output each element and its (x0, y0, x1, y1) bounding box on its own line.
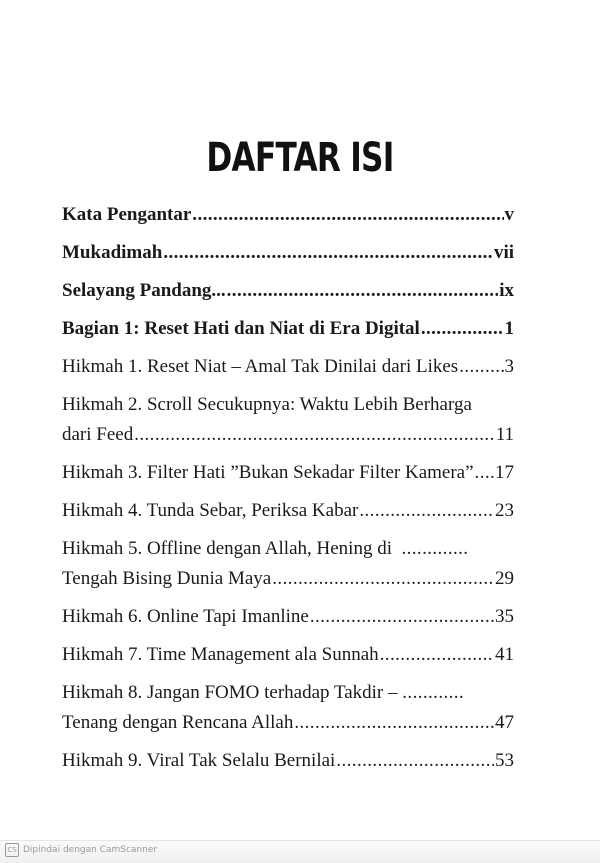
toc-entry-label: Mukadimah (62, 242, 163, 263)
dot-leader (421, 317, 504, 341)
dot-leader (134, 423, 494, 447)
toc-entry-page: 17 (495, 462, 514, 483)
dot-leader (459, 355, 503, 379)
toc-entry-hikmah-9[interactable] (62, 749, 514, 773)
toc-entry-page: 41 (495, 644, 514, 665)
toc-entry-hikmah-6[interactable] (62, 605, 514, 629)
toc-entry-label: Hikmah 9. Viral Tak Selalu Bernilai (62, 750, 336, 771)
toc-entry-label: Bagian 1: Reset Hati dan Niat di Era Digital (62, 318, 420, 339)
toc-entry-label-line1: Hikmah 2. Scroll Secukupnya: Waktu Lebih Berharga (62, 394, 472, 415)
toc-entry-bagian-1[interactable] (62, 317, 514, 341)
toc-entry-label: Selayang Pandang... (62, 280, 226, 301)
toc-entry-label-line1: Hikmah 8. Jangan FOMO terhadap Takdir – (62, 682, 398, 703)
table-of-contents (62, 203, 514, 787)
toc-entry-label: Hikmah 1. Reset Niat – Amal Tak Dinilai dari Likes (62, 356, 459, 377)
toc-entry-label: Hikmah 4. Tunda Sebar, Periksa Kabar (62, 500, 359, 521)
toc-entry-page: 11 (495, 424, 514, 445)
dot-leader (310, 605, 494, 629)
dot-leader (359, 499, 494, 523)
dot-leader (336, 749, 494, 773)
toc-entry-hikmah-5[interactable] (62, 537, 514, 591)
toc-entry-hikmah-7[interactable] (62, 643, 514, 667)
toc-entry-page: v (504, 204, 514, 225)
toc-entry-hikmah-8[interactable] (62, 681, 514, 735)
toc-entry-page: 29 (495, 568, 514, 589)
toc-entry-hikmah-4[interactable] (62, 499, 514, 523)
toc-entry-label: Kata Pengantar (62, 204, 192, 225)
camscanner-icon: CS (5, 843, 19, 857)
toc-entry-label: Hikmah 3. Filter Hati ”Bukan Sekadar Filter Kamera” (62, 462, 474, 483)
page-title: DAFTAR ISI (206, 134, 394, 181)
toc-entry-page: vii (493, 242, 514, 263)
dot-leader (272, 567, 494, 591)
toc-entry-label: Tengah Bising Dunia Maya (62, 568, 272, 589)
inline-dot-leader: ............ (402, 682, 465, 703)
toc-entry-label-line1: Hikmah 5. Offline dengan Allah, Hening di (62, 538, 392, 559)
toc-entry-hikmah-1[interactable] (62, 355, 514, 379)
dot-leader (475, 461, 494, 485)
toc-entry-selayang-pandang[interactable] (62, 279, 514, 303)
inline-dot-leader: ............. (401, 538, 469, 559)
toc-entry-label: Hikmah 6. Online Tapi Imanline (62, 606, 309, 627)
toc-entry-label: Hikmah 7. Time Management ala Sunnah (62, 644, 379, 665)
dot-leader (380, 643, 494, 667)
toc-entry-page: 1 (504, 318, 514, 339)
dot-leader (192, 203, 503, 227)
toc-entry-page: 35 (495, 606, 514, 627)
toc-entry-hikmah-3[interactable] (62, 461, 514, 485)
toc-entry-mukadimah[interactable] (62, 241, 514, 265)
toc-entry-page: 47 (495, 712, 514, 733)
toc-entry-page: ix (499, 280, 514, 301)
scanner-label: Dipindai dengan CamScanner (23, 845, 158, 855)
toc-entry-page: 23 (495, 500, 514, 521)
dot-leader (294, 711, 494, 735)
toc-entry-kata-pengantar[interactable] (62, 203, 514, 227)
scanner-watermark (5, 843, 157, 857)
toc-entry-page: 3 (504, 356, 514, 377)
toc-entry-page: 53 (495, 750, 514, 771)
toc-entry-label: Tenang dengan Rencana Allah (62, 712, 294, 733)
toc-entry-hikmah-2[interactable] (62, 393, 514, 447)
dot-leader (227, 279, 499, 303)
toc-entry-label: dari Feed (62, 424, 134, 445)
dot-leader (163, 241, 493, 265)
